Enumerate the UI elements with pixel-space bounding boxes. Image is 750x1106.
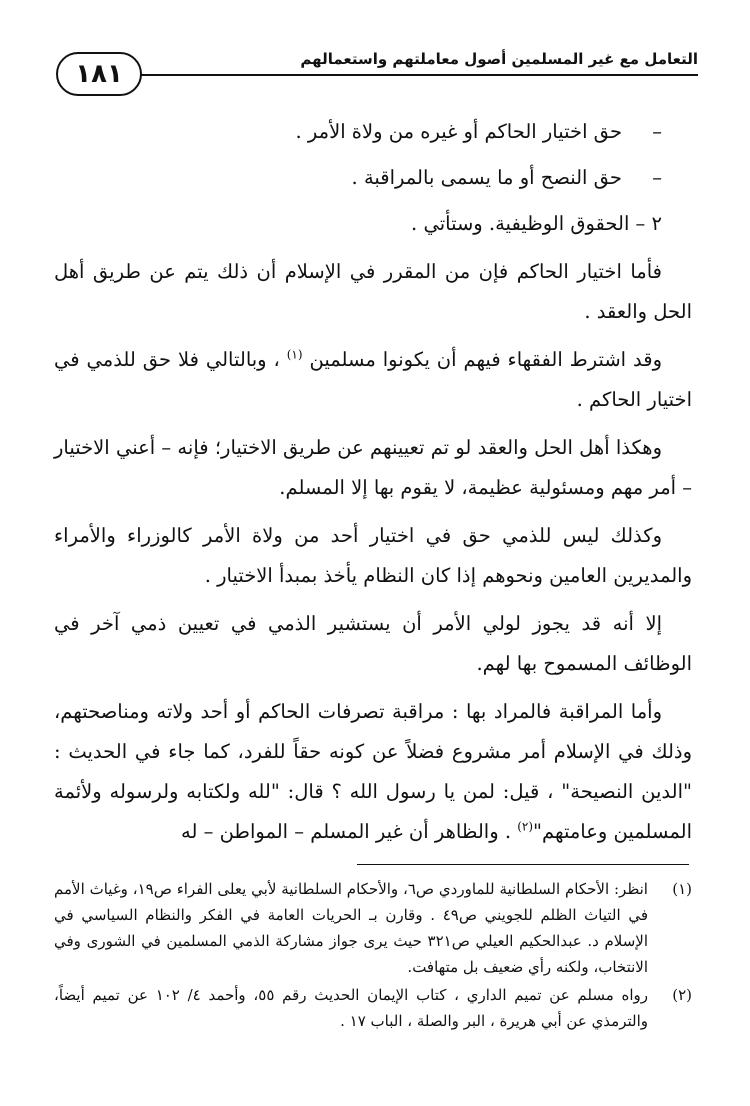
paragraph-text: وقد اشترط الفقهاء فيهم أن يكونوا مسلمين bbox=[309, 348, 662, 371]
footnote-separator bbox=[357, 864, 689, 865]
page-number: ١٨١ bbox=[75, 59, 123, 89]
footnote bbox=[54, 876, 692, 980]
footnote-text: انظر: الأحكام السلطانية للماوردي ص٦، والأحكام السلطانية لأبي يعلى الفراء ص١٩، وغياث الأمم في التياث الظلم للجويني ص٤٩ . وقارن بـ الحريات العامة في الفكر والنظام السياسي في الإسلام د. عبدالحكيم العيلي ص٣٢١ حيث يرى جواز مشاركة الذمي المسلمين في الشورى وفي الانتخاب، ولكنه رأي ضعيف بل متهافت. bbox=[54, 880, 648, 976]
bullet-text: حق النصح أو ما يسمى بالمراقبة . bbox=[351, 166, 622, 189]
page-number-badge bbox=[56, 52, 142, 96]
running-title: التعامل مع غير المسلمين أصول معاملتهم واستعمالهم bbox=[300, 50, 698, 68]
footnote-mark: (٢) bbox=[672, 986, 692, 1004]
bullet-dash: – bbox=[652, 120, 662, 143]
footnote bbox=[54, 982, 692, 1034]
paragraph: وكذلك ليس للذمي حق في اختيار أحد من ولاة الأمر كالوزراء والأمراء والمديرين العامين ونحوهم إذا كان النظام يأخذ بمبدأ الاختيار . bbox=[54, 524, 692, 587]
paragraph-text: ، وبالتالي فلا حق للذمي في اختيار الحاكم . bbox=[54, 348, 692, 411]
main-text bbox=[54, 112, 692, 860]
paragraph-text: . والظاهر أن غير المسلم – المواطن – له bbox=[181, 820, 512, 843]
bullet-text: حق اختيار الحاكم أو غيره من ولاة الأمر . bbox=[295, 120, 622, 143]
footnote-mark: (١) bbox=[672, 880, 692, 898]
paragraph bbox=[54, 692, 692, 852]
footnote-reference[interactable]: (١) bbox=[286, 347, 303, 362]
bullet-item bbox=[54, 158, 692, 198]
bullet-item bbox=[54, 112, 692, 152]
paragraph bbox=[54, 340, 692, 420]
paragraph: فأما اختيار الحاكم فإن من المقرر في الإسلام أن ذلك يتم عن طريق أهل الحل والعقد . bbox=[54, 260, 692, 323]
footnotes bbox=[54, 876, 692, 1036]
bullet-dash: – bbox=[652, 166, 662, 189]
paragraph: ٢ – الحقوق الوظيفية. وستأتي . bbox=[411, 212, 662, 235]
paragraph-text: وأما المراقبة فالمراد بها : مراقبة تصرفات الحاكم أو أحد ولاته ومناصحتهم، وذلك في الإسلام أمر مشروع فضلاً عن كونه حقاً للفرد، كما جاء في الحديث : "الدين النصيحة" ، قيل: لمن يا رسول الله ؟ قال: "لله ولكتابه ولرسوله ولأئمة المسلمين وعامتهم" bbox=[54, 700, 692, 843]
footnote-reference[interactable]: (٢) bbox=[517, 819, 534, 834]
footnote-text: رواه مسلم عن تميم الداري ، كتاب الإيمان الحديث رقم ٥٥، وأحمد ٤/ ١٠٢ عن تميم أيضاً، والترمذي عن أبي هريرة ، البر والصلة ، الباب ١٧ . bbox=[54, 986, 649, 1030]
paragraph: وهكذا أهل الحل والعقد لو تم تعيينهم عن طريق الاختيار؛ فإنه – أعني الاختيار – أمر مهم ومسئولية عظيمة، لا يقوم بها إلا المسلم. bbox=[54, 436, 692, 499]
running-header bbox=[56, 44, 698, 96]
header-rule bbox=[126, 74, 698, 76]
paragraph: إلا أنه قد يجوز لولي الأمر أن يستشير الذمي في تعيين ذمي آخر في الوظائف المسموح بها لهم. bbox=[54, 612, 692, 675]
